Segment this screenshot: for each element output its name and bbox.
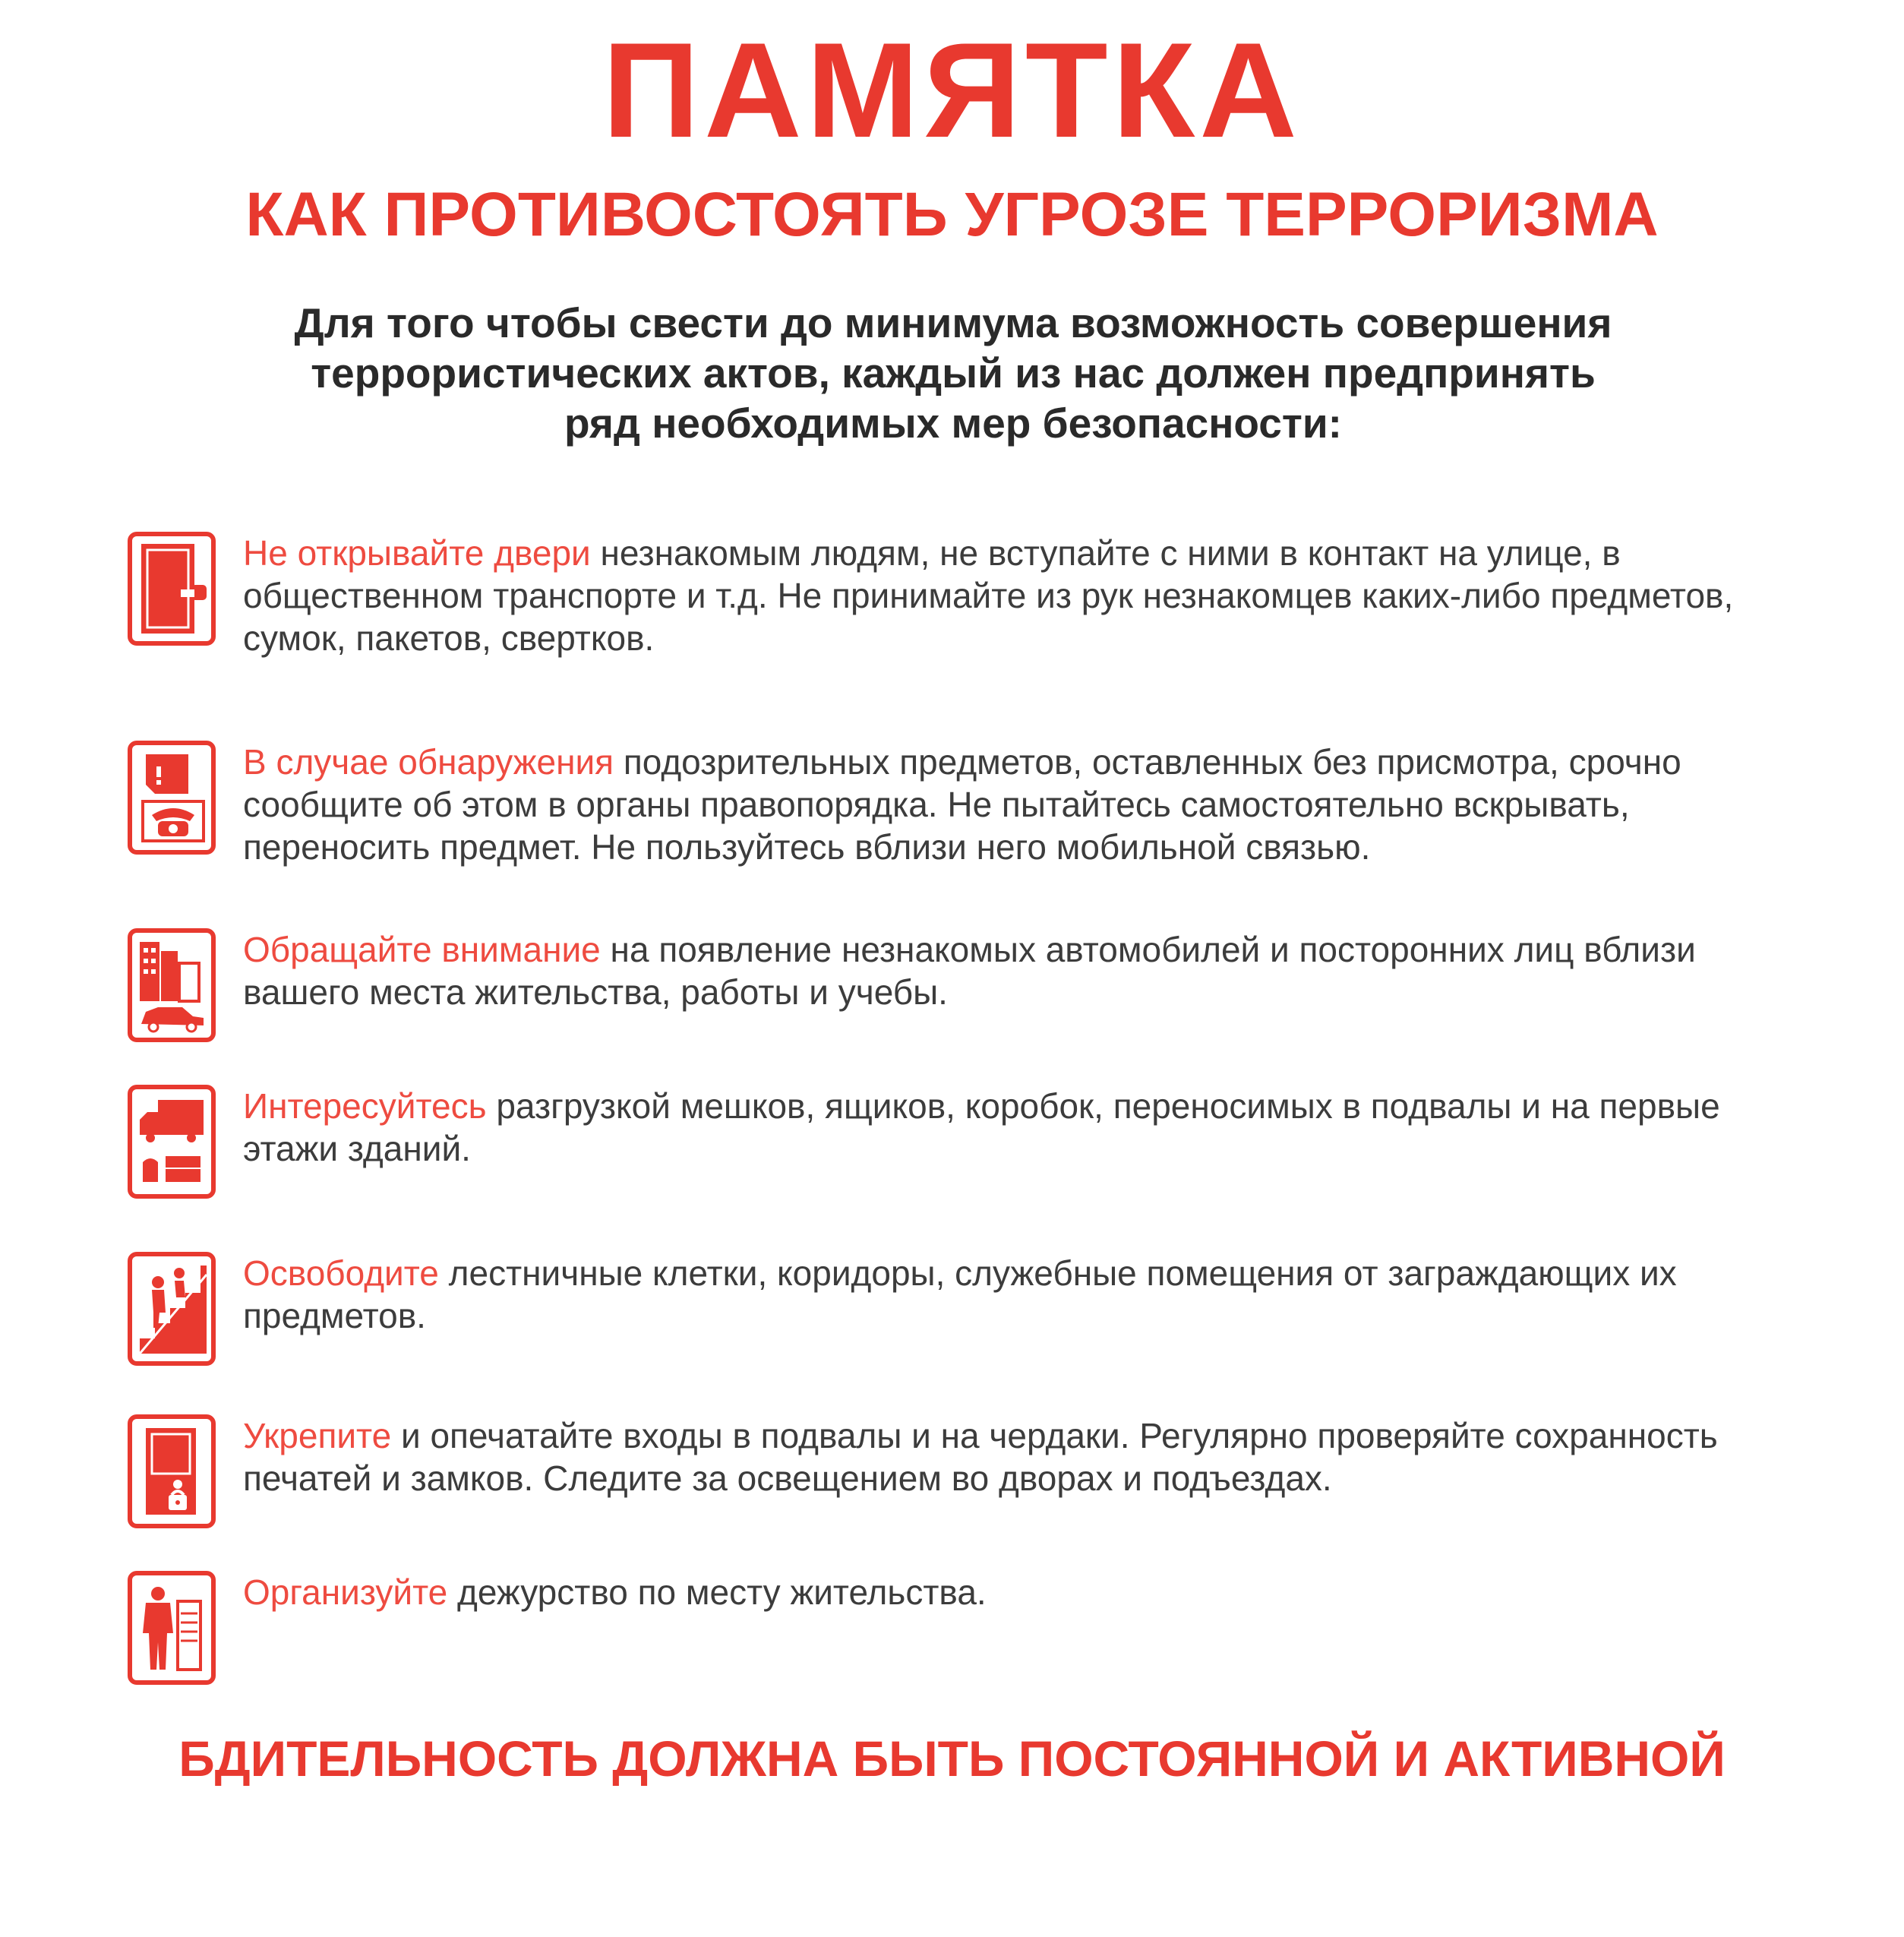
page-title: ПАМЯТКА — [602, 14, 1302, 166]
rule-lead: Освободите — [243, 1253, 439, 1293]
rule-item-7 — [122, 1571, 1777, 1700]
intro-line: ряд необходимых мер безопасности: — [564, 400, 1342, 447]
intro-paragraph — [175, 298, 1732, 448]
rule-item-4 — [122, 1085, 1777, 1214]
page-subtitle: КАК ПРОТИВОСТОЯТЬ УГРОЗЕ ТЕРРОРИЗМА — [245, 180, 1659, 249]
rule-item-3 — [122, 928, 1777, 1057]
rule-lead: Обращайте внимание — [243, 930, 601, 969]
rule-text — [243, 532, 1785, 659]
rule-body: разгрузкой мешков, ящиков, коробок, переносимых в подвалы и на первые этажи зданий. — [243, 1086, 1720, 1168]
rule-text — [243, 1571, 1785, 1613]
rule-text — [243, 741, 1785, 868]
rule-body: незнакомым людям, не вступайте с ними в контакт на улице, в общественном транспорте и т.д. Не принимайте из рук незнакомцев каких-либо предметов, сумок, пакетов, свертков. — [243, 533, 1734, 658]
locked-door-icon — [128, 1414, 216, 1528]
rule-text — [243, 1414, 1785, 1499]
rule-text — [243, 1085, 1785, 1170]
intro-line: террористических актов, каждый из нас должен предпринять — [311, 349, 1596, 397]
rule-body: дежурство по месту жительства. — [447, 1572, 987, 1612]
rule-body: и опечатайте входы в подвалы и на чердаки. Регулярно проверяйте сохранность печатей и замков. Следите за освещением во дворах и подъездах. — [243, 1416, 1718, 1498]
footer-slogan: БДИТЕЛЬНОСТЬ ДОЛЖНА БЫТЬ ПОСТОЯННОЙ И АКТИВНОЙ — [178, 1730, 1726, 1787]
rule-lead: Интересуйтесь — [243, 1086, 487, 1126]
rule-lead: Укрепите — [243, 1416, 392, 1455]
rule-body: лестничные клетки, коридоры, служебные помещения от заграждающих их предметов. — [243, 1253, 1677, 1335]
guard-building-icon — [128, 1571, 216, 1685]
rule-lead: В случае обнаружения — [243, 742, 614, 782]
rule-item-5 — [122, 1252, 1777, 1381]
buildings-car-icon — [128, 928, 216, 1042]
rule-item-2 — [122, 741, 1777, 870]
rule-item-1 — [122, 532, 1777, 661]
rule-body: подозрительных предметов, оставленных без присмотра, срочно сообщите об этом в органы правопорядка. Не пытайтесь самостоятельно вскрывать, переносить предмет. Не пользуйтесь вблизи него мобильной связью. — [243, 742, 1681, 867]
suspicious-package-phone-icon — [128, 741, 216, 855]
door-icon — [128, 532, 216, 646]
stairs-people-icon — [128, 1252, 216, 1366]
rule-text — [243, 928, 1785, 1013]
rule-body: на появление незнакомых автомобилей и посторонних лиц вблизи вашего места жительства, работы и учебы. — [243, 930, 1696, 1012]
rule-text — [243, 1252, 1785, 1337]
rule-lead: Организуйте — [243, 1572, 448, 1612]
intro-line: Для того чтобы свести до минимума возможность совершения — [294, 299, 1612, 346]
truck-boxes-icon — [128, 1085, 216, 1199]
rule-item-6 — [122, 1414, 1777, 1544]
rule-lead: Не открывайте двери — [243, 533, 591, 573]
